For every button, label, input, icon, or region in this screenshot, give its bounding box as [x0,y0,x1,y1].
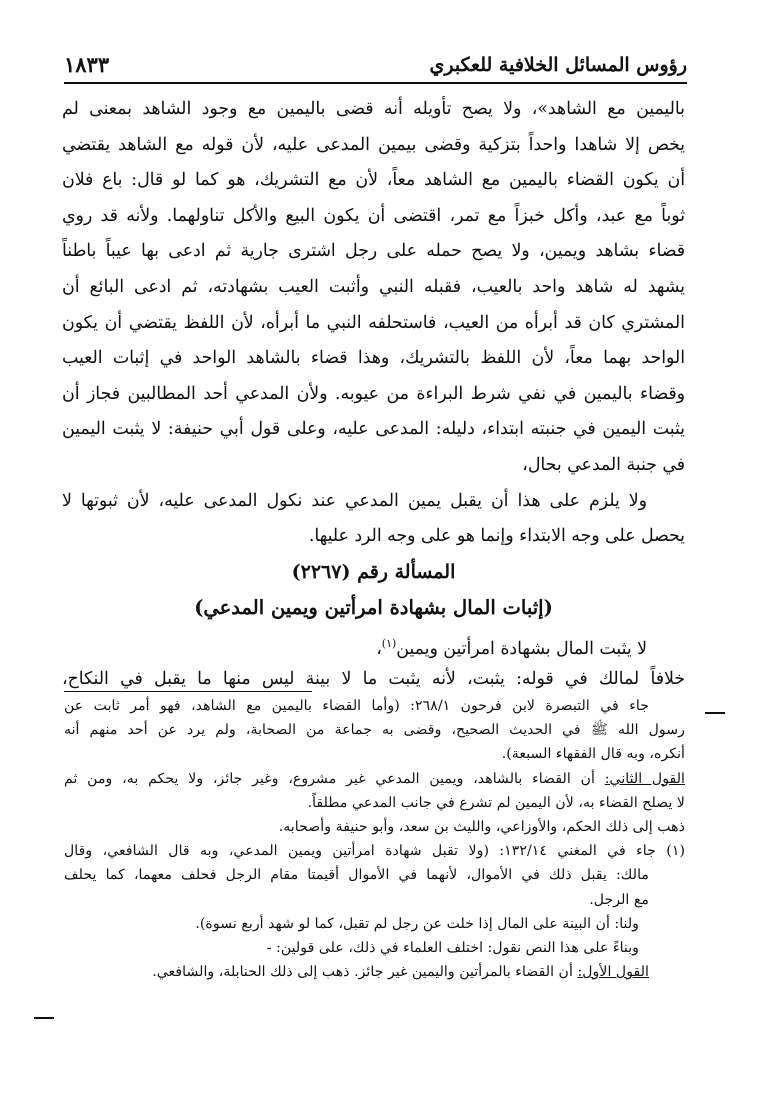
issue-subtitle: (إثبات المال بشهادة امرأتين ويمين المدعي) [194,596,553,620]
text-line: الواحد بهما معاً، لأن اللفظ بالتشريك، وهذا قضاء بالشاهد الواحد في إثبات العيب [62,348,685,369]
footnote-line: جاء في التبصرة لابن فرحون ٢٦٨/١: (وأما القضاء باليمين مع الشاهد، فهو أمر ثابت عن [64,698,649,714]
opinion-label: القول الأول: [577,964,649,981]
footnote-line: ذهب إلى ذلك الحكم، والأوزاعي، والليث بن سعد، وأبو حنيفة وأصحابه. [278,818,685,835]
text-line: باليمين مع الشاهد»، ولا يصح تأويله أنه قضى باليمين مع وجود الشاهد بمعنى لم [62,99,685,119]
footnotes [64,694,685,984]
opinion-label: القول الثاني: [604,770,685,787]
issue-statement-text: لا يثبت المال بشهادة امرأتين ويمين [396,638,647,659]
footnote-line [64,960,685,984]
footnote-ref: (١) [381,636,397,650]
footnote-margin-mark [705,712,725,714]
footnote-number: (١) [666,843,685,860]
text-line: ولا يلزم على هذا أن يقبل يمين المدعي عند نكول المدعى عليه، لأن ثبوتها لا [62,490,647,511]
page-number: ١٨٣٣ [64,52,110,77]
text-line: قضاء بشاهد ويمين، ولا يصح حمله على رجل اشترى جارية ثم ادعى بها عيباً باطناً [62,241,685,262]
footnote-margin-mark [34,1017,54,1019]
text-line: أن يكون القضاء باليمين مع الشاهد معاً، لأن مع التشريك، هو كما لو قال: باع فلان [62,170,685,191]
footnote-line: أنكره، وبه قال الفقهاء السبعة). [501,746,685,763]
opinion-text: أن القضاء بالشاهد، ويمين المدعي غير مشروع، وغير جائز، ولا يحكم به، ومن ثم [64,770,595,787]
main-text [62,92,685,697]
footnote-line: مالك: يقبل ذلك في الأموال، لأنهما في الأموال أقيمتا مقام الرجل فحلف معهما، كما يحلف [64,867,649,884]
text-line: ثوباً مع عبد، وأكل خبزاً مع تمر، اقتضى أن يكون البيع والأكل تناولهما. ولأنه قد روي [62,205,685,226]
footnote-line [64,767,685,791]
issue-title: المسألة رقم (٢٢٦٧) [291,560,456,583]
footnote-line [64,839,685,863]
text-line: في جنبة المدعي بحال، [522,454,685,475]
footnote-line: لا يصلح القضاء به، لأن اليمين لم تشرع في جانب المدعي مطلقاً. [307,794,685,811]
text-line: المشتري كان قد أبرأه من العيب، فاستحلفه النبي ما أبرأه، لأن اللفظ يقتضي أن يكون [62,312,685,333]
text-line: يثبت اليمين في جنبته ابتداء، دليله: المدعى عليه، وعلى قول أبي حنيفة: لا يثبت اليمين [62,419,685,440]
text-line: يحصل على وجه الابتداء وإنما هو على وجه الرد عليها. [308,526,685,547]
footnote-line: رسول الله ﷺ في الحديث الصحيح، وقضى به جماعة من الصحابة، ولم يرد عن أحد منهم أنه [64,722,685,739]
header-title: رؤوس المسائل الخلافية للعكبري [429,54,687,76]
opinion-text: أن القضاء بالمرأتين واليمين غير جائز. ذهب إلى ذلك الحنابلة، والشافعي. [152,964,573,981]
footnote-line: ولنا: أن البينة على المال إذا خلت عن رجل لم تقبل، كما لو شهد أربع نسوة). [195,915,639,932]
text-line: وقضاء باليمين في نفي شرط البراءة من عيوبه. ولأن المدعي أحد المطالبين فجاز أن [62,383,685,404]
footnote-separator [64,691,312,692]
text-line: يخص إلا شاهدا واحداً بتزكية وقضى بيمين المدعى عليه، لأن قوله مع الشاهد يقتضي [62,134,685,155]
text-line: خلافاً لمالك في قوله: يثبت، لأنه يثبت ما لا بينة ليس منها ما يقبل في النكاح، [62,668,685,689]
footnote-line: مع الرجل. [589,891,649,908]
footnote-text: جاء في المغني ١٣٢/١٤: (ولا تقبل شهادة امرأتين ويمين المدعي، وبه قال الشافعي، وقال [64,843,656,860]
text-line: يشهد له شاهد واحد بالعيب، فقبله النبي وأثبت العيب بشهادته، ثم ادعى البائع أن [62,276,685,297]
footnote-line: وبناءً على هذا النص نقول: اختلف العلماء في ذلك، على قولين: - [266,939,639,956]
header-rule [64,82,687,84]
issue-statement: لا يثبت المال بشهادة امرأتين ويمين$^{(١)}$، [376,636,647,659]
